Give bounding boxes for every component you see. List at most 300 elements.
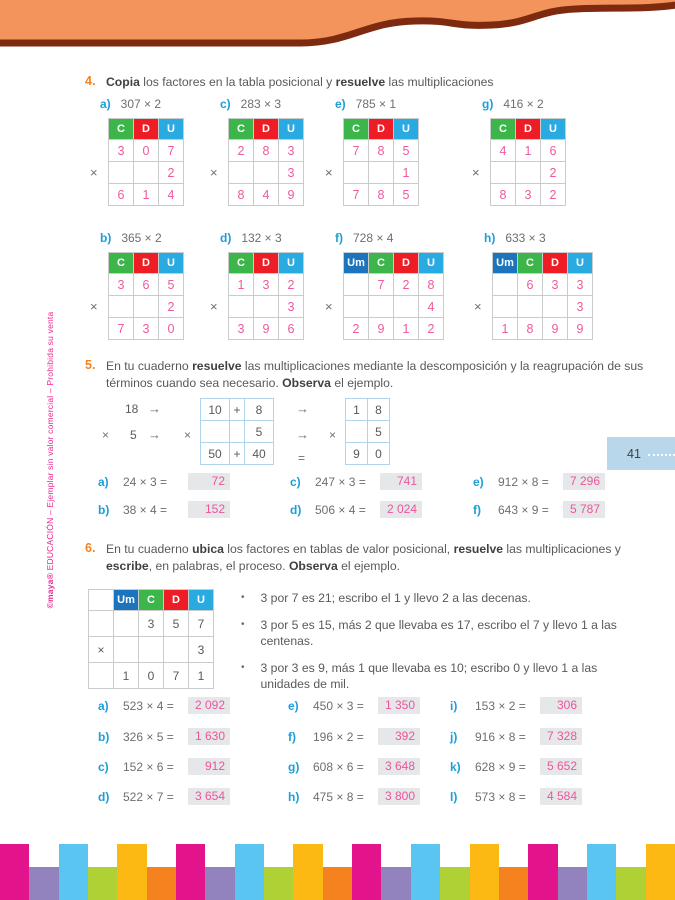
footer-color-strip	[0, 844, 675, 900]
table-cell	[114, 637, 139, 663]
table-cell: 9	[254, 318, 279, 340]
table-cell: 9	[568, 318, 593, 340]
answer-label: g)	[288, 759, 300, 774]
column-header-um: Um	[114, 590, 139, 611]
color-bar	[293, 844, 322, 900]
section6-bullets	[241, 590, 636, 703]
answer-label: i)	[450, 698, 458, 713]
answer-expression: 643 × 9 =	[498, 502, 549, 517]
arrow-icon: →	[148, 427, 161, 442]
column-header-d: D	[254, 119, 279, 140]
column-header-c: C	[229, 253, 254, 274]
table-cell	[493, 274, 518, 296]
times-sign: ×	[329, 428, 337, 442]
table-cell: 7	[369, 274, 394, 296]
table-cell: 5	[164, 611, 189, 637]
answer-label: e)	[473, 474, 484, 489]
color-bar	[147, 867, 176, 900]
column-header-c: C	[491, 119, 516, 140]
answer-box: 912	[188, 758, 230, 775]
table-cell: 7	[159, 140, 184, 162]
answer-box: 4 584	[540, 788, 582, 805]
bullet-item	[241, 617, 636, 649]
column-header-u: U	[159, 119, 184, 140]
table-cell: 1	[394, 162, 419, 184]
times-sign: ×	[90, 299, 98, 314]
answer-box: 5 787	[563, 501, 605, 518]
table-cell	[344, 296, 369, 318]
table-cell: 3	[139, 611, 164, 637]
table-cell	[89, 663, 114, 689]
answer-label: f)	[288, 729, 296, 744]
column-header-c: C	[369, 253, 394, 274]
bullet-item	[241, 590, 636, 606]
page-number-badge	[607, 437, 675, 470]
section5-instruction: En tu cuaderno resuelve las multiplicaciones mediante la descomposición y la reagrupación de sus términos cuando sea necesario. Observa el ejemplo.	[106, 359, 644, 390]
result-table	[345, 398, 390, 465]
table-cell: 2	[159, 162, 184, 184]
times-sign: ×	[90, 165, 98, 180]
answer-label: k)	[450, 759, 461, 774]
table-cell: ×	[89, 637, 114, 663]
table-cell: 5	[368, 421, 390, 443]
decomposition-table	[200, 398, 274, 465]
table-cell: +	[230, 399, 245, 421]
answer-expression: 522 × 7 =	[123, 789, 174, 804]
column-header-d: D	[134, 119, 159, 140]
positional-table	[88, 589, 214, 689]
color-bar	[440, 867, 469, 900]
answer-expression: 24 × 3 =	[123, 474, 168, 489]
table-cell	[344, 162, 369, 184]
bullet-icon: •	[241, 592, 245, 603]
color-bar	[411, 844, 440, 900]
answer-box: 3 800	[378, 788, 420, 805]
answer-label: b)	[98, 729, 110, 744]
column-header-u: U	[419, 253, 444, 274]
table-cell: 3	[543, 274, 568, 296]
color-bar	[264, 867, 293, 900]
bullet-item	[241, 660, 636, 692]
table-cell	[491, 162, 516, 184]
table-cell	[543, 296, 568, 318]
table-cell: 9	[543, 318, 568, 340]
answer-box: 3 648	[378, 758, 420, 775]
times-sign: ×	[210, 299, 218, 314]
column-header-u: U	[568, 253, 593, 274]
table-cell	[114, 611, 139, 637]
color-bar	[0, 844, 29, 900]
answer-expression: 326 × 5 =	[123, 729, 174, 744]
section6-instruction: En tu cuaderno ubica los factores en tablas de valor posicional, resuelve las multiplicaciones y escribe, en palabras, el proceso. Observa el ejemplo.	[106, 542, 621, 573]
table-cell: 40	[245, 443, 274, 465]
times-sign: ×	[472, 165, 480, 180]
table-cell: 9	[369, 318, 394, 340]
exercise-expression: 365 × 2	[121, 231, 162, 245]
answer-box: 7 328	[540, 728, 582, 745]
table-cell	[493, 296, 518, 318]
positional-table	[345, 398, 390, 465]
color-bar	[117, 844, 146, 900]
table-cell: 2	[344, 318, 369, 340]
answer-expression: 628 × 9 =	[475, 759, 526, 774]
column-header-u: U	[279, 119, 304, 140]
table-cell: 9	[279, 184, 304, 206]
column-header-c: C	[344, 119, 369, 140]
answer-expression: 153 × 2 =	[475, 698, 526, 713]
exercise-e	[325, 97, 419, 206]
table-cell	[254, 162, 279, 184]
answer-label: a)	[98, 474, 109, 489]
positional-table	[492, 252, 593, 340]
column-header-empty	[89, 590, 114, 611]
table-cell: 3	[229, 318, 254, 340]
color-bar	[59, 844, 88, 900]
table-cell: 1	[394, 318, 419, 340]
dotted-line	[648, 454, 675, 456]
copyright-sidebar	[45, 312, 55, 609]
table-cell: 1	[189, 663, 214, 689]
answer-expression: 916 × 8 =	[475, 729, 526, 744]
exercise-expression: 283 × 3	[240, 97, 282, 111]
answer-box: 152	[188, 501, 230, 518]
answer-label: j)	[450, 729, 458, 744]
section4-heading	[85, 74, 654, 91]
arrow-icon: →	[296, 401, 309, 416]
positional-table	[108, 252, 184, 340]
section5-example	[85, 398, 415, 472]
color-bar	[587, 844, 616, 900]
table-cell: 3	[516, 184, 541, 206]
answer-label: d)	[98, 789, 110, 804]
table-cell: 6	[518, 274, 543, 296]
bullet-text: 3 por 5 es 15, más 2 que llevaba es 17, escribo el 7 y llevo 1 a las centenas.	[260, 618, 617, 648]
table-cell: 1	[493, 318, 518, 340]
color-bar	[323, 867, 352, 900]
color-bar	[381, 867, 410, 900]
answer-expression: 38 × 4 =	[123, 502, 168, 517]
table-cell: 2	[279, 274, 304, 296]
answer-expression: 523 × 4 =	[123, 698, 174, 713]
table-cell	[89, 611, 114, 637]
publisher-logo-text: ©maya®	[45, 572, 55, 609]
times-sign: ×	[325, 299, 333, 314]
section5-heading	[85, 358, 654, 392]
exercise-expression: 307 × 2	[120, 97, 162, 111]
table-cell: 0	[139, 663, 164, 689]
answer-box: 741	[380, 473, 422, 490]
color-bar	[528, 844, 557, 900]
table-cell: 50	[201, 443, 230, 465]
answer-box: 2 092	[188, 697, 230, 714]
table-cell: 3	[279, 296, 304, 318]
column-header-d: D	[369, 119, 394, 140]
exercise-expression: 785 × 1	[355, 97, 397, 111]
answer-box: 1 630	[188, 728, 230, 745]
table-cell: 0	[159, 318, 184, 340]
answer-label: d)	[290, 502, 302, 517]
positional-table	[490, 118, 566, 206]
color-bar	[352, 844, 381, 900]
section5-number: 5.	[85, 358, 96, 372]
column-header-d: D	[254, 253, 279, 274]
table-cell: 2	[394, 274, 419, 296]
table-cell: 5	[394, 184, 419, 206]
answer-expression: 912 × 8 =	[498, 474, 549, 489]
table-cell: 2	[541, 184, 566, 206]
color-bar	[616, 867, 645, 900]
table-cell	[516, 162, 541, 184]
table-cell	[230, 421, 245, 443]
column-header-d: D	[394, 253, 419, 274]
answer-box: 3 654	[188, 788, 230, 805]
table-cell: 4	[254, 184, 279, 206]
color-bar	[646, 844, 675, 900]
exercise-label: c)	[220, 97, 231, 111]
answer-label: a)	[98, 698, 109, 713]
positional-table	[228, 252, 304, 340]
column-header-u: U	[189, 590, 214, 611]
table-cell: 7	[164, 663, 189, 689]
answer-label: l)	[450, 789, 458, 804]
table-cell: 0	[134, 140, 159, 162]
table-cell: 3	[279, 162, 304, 184]
exercise-a	[90, 97, 184, 206]
table-cell: 1	[229, 274, 254, 296]
answer-label: c)	[98, 759, 109, 774]
column-header-u: U	[279, 253, 304, 274]
table-cell: 7	[109, 318, 134, 340]
table-cell: 3	[189, 637, 214, 663]
arrow-icon: →	[148, 401, 161, 416]
table-cell: 0	[368, 443, 390, 465]
table-cell: 3	[254, 274, 279, 296]
color-bar	[29, 867, 58, 900]
copyright-text: EDUCACIÓN – Ejemplar sin valor comercial – Prohibida su venta	[45, 311, 55, 573]
table-cell	[369, 296, 394, 318]
table-cell: 2	[419, 318, 444, 340]
table-cell	[518, 296, 543, 318]
answer-box: 7 296	[563, 473, 605, 490]
exercise-label: b)	[100, 231, 112, 245]
table-cell: 5	[394, 140, 419, 162]
table-cell: 4	[159, 184, 184, 206]
table-cell: 8	[369, 184, 394, 206]
table-cell: 6	[134, 274, 159, 296]
page-number: 41	[627, 446, 641, 461]
table-cell: 8	[229, 184, 254, 206]
column-header-c: C	[109, 119, 134, 140]
answer-label: e)	[288, 698, 299, 713]
column-header-d: D	[516, 119, 541, 140]
table-cell: 2	[229, 140, 254, 162]
table-cell	[164, 637, 189, 663]
answer-box: 5 652	[540, 758, 582, 775]
column-header-d: D	[164, 590, 189, 611]
table-cell	[254, 296, 279, 318]
table-cell: 7	[344, 184, 369, 206]
table-cell: 10	[201, 399, 230, 421]
example-multiplier: 5	[130, 428, 137, 442]
column-header-c: C	[139, 590, 164, 611]
times-sign: ×	[102, 428, 110, 442]
section4-instruction: Copia los factores en la tabla posicional y resuelve las multiplicaciones	[106, 75, 494, 89]
answer-expression: 247 × 3 =	[315, 474, 366, 489]
table-cell: 6	[109, 184, 134, 206]
bullet-icon: •	[241, 619, 245, 630]
color-bar	[176, 844, 205, 900]
top-banner-wave	[0, 0, 675, 55]
table-cell	[134, 162, 159, 184]
table-cell: 8	[419, 274, 444, 296]
answer-label: f)	[473, 502, 481, 517]
exercise-h	[474, 231, 593, 340]
exercise-label: e)	[335, 97, 346, 111]
exercise-label: g)	[482, 97, 494, 111]
table-cell	[134, 296, 159, 318]
table-cell	[344, 274, 369, 296]
positional-table	[108, 118, 184, 206]
column-header-c: C	[229, 119, 254, 140]
arrow-icon: →	[296, 427, 309, 442]
bullet-icon: •	[241, 662, 245, 673]
column-header-c: C	[518, 253, 543, 274]
exercise-expression: 416 × 2	[503, 97, 544, 111]
table-cell: 4	[491, 140, 516, 162]
times-sign: ×	[184, 428, 192, 442]
column-header-um: Um	[344, 253, 369, 274]
exercise-c	[210, 97, 304, 206]
exercise-label: h)	[484, 231, 496, 245]
table-cell: 8	[368, 399, 390, 421]
exercise-g	[472, 97, 566, 206]
times-sign: ×	[325, 165, 333, 180]
answer-box: 72	[188, 473, 230, 490]
exercise-label: a)	[100, 97, 111, 111]
table-cell: 8	[254, 140, 279, 162]
table-cell	[346, 421, 368, 443]
table-cell: 3	[109, 274, 134, 296]
table-cell	[369, 162, 394, 184]
table-cell: 9	[346, 443, 368, 465]
table-cell	[109, 296, 134, 318]
answer-expression: 573 × 8 =	[475, 789, 526, 804]
answer-expression: 450 × 3 =	[313, 698, 364, 713]
table-cell: 8	[491, 184, 516, 206]
table-cell: 2	[541, 162, 566, 184]
answer-label: c)	[290, 474, 301, 489]
times-sign: ×	[210, 165, 218, 180]
color-bar	[88, 867, 117, 900]
table-cell: 7	[344, 140, 369, 162]
exercise-label: f)	[335, 231, 343, 245]
answer-expression: 506 × 4 =	[315, 502, 366, 517]
table-cell: 6	[279, 318, 304, 340]
table-cell: 1	[516, 140, 541, 162]
answer-box: 392	[378, 728, 420, 745]
answer-label: b)	[98, 502, 110, 517]
answer-box: 2 024	[380, 501, 422, 518]
table-cell: 5	[245, 421, 274, 443]
exercise-d	[210, 231, 304, 340]
bullet-text: 3 por 7 es 21; escribo el 1 y llevo 2 a las decenas.	[260, 591, 531, 605]
positional-table	[228, 118, 304, 206]
section4-number: 4.	[85, 74, 96, 88]
table-cell: 1	[134, 184, 159, 206]
table-cell: 8	[245, 399, 274, 421]
table-cell	[139, 637, 164, 663]
column-header-um: Um	[493, 253, 518, 274]
column-header-u: U	[394, 119, 419, 140]
table-cell: 3	[279, 140, 304, 162]
table-cell	[201, 421, 230, 443]
answer-expression: 152 × 6 =	[123, 759, 174, 774]
column-header-d: D	[543, 253, 568, 274]
column-header-c: C	[109, 253, 134, 274]
answer-expression: 196 × 2 =	[313, 729, 364, 744]
color-bar	[235, 844, 264, 900]
column-header-u: U	[159, 253, 184, 274]
banner-shape	[0, 0, 675, 43]
section6-number: 6.	[85, 541, 96, 555]
column-header-d: D	[134, 253, 159, 274]
table-cell: 3	[568, 274, 593, 296]
table-cell: 7	[189, 611, 214, 637]
bullet-text: 3 por 3 es 9, más 1 que llevaba es 10; escribo 0 y llevo 1 a las unidades de mil.	[260, 661, 598, 691]
table-cell: 8	[369, 140, 394, 162]
column-header-u: U	[541, 119, 566, 140]
table-cell: 3	[109, 140, 134, 162]
positional-table	[200, 398, 274, 465]
answer-expression: 608 × 6 =	[313, 759, 364, 774]
table-cell: +	[230, 443, 245, 465]
table-cell: 5	[159, 274, 184, 296]
example-factor: 18	[125, 402, 139, 416]
table-cell: 1	[114, 663, 139, 689]
times-sign: ×	[474, 299, 482, 314]
color-bar	[205, 867, 234, 900]
equals-sign: =	[298, 451, 306, 465]
positional-table	[343, 252, 444, 340]
answer-box: 306	[540, 697, 582, 714]
table-cell: 3	[568, 296, 593, 318]
positional-table	[343, 118, 419, 206]
exercise-f	[325, 231, 444, 340]
exercise-expression: 633 × 3	[505, 231, 546, 245]
exercise-b	[90, 231, 184, 340]
table-cell	[229, 296, 254, 318]
color-bar	[558, 867, 587, 900]
color-bar	[499, 867, 528, 900]
exercise-expression: 132 × 3	[241, 231, 282, 245]
table-cell: 8	[518, 318, 543, 340]
answer-expression: 475 × 8 =	[313, 789, 364, 804]
answer-label: h)	[288, 789, 300, 804]
table-cell	[394, 296, 419, 318]
section6-example-table	[88, 589, 214, 689]
section6-heading	[85, 541, 654, 575]
color-bar	[470, 844, 499, 900]
table-cell: 4	[419, 296, 444, 318]
table-cell: 3	[134, 318, 159, 340]
table-cell: 6	[541, 140, 566, 162]
table-cell	[109, 162, 134, 184]
exercise-label: d)	[220, 231, 232, 245]
table-cell: 2	[159, 296, 184, 318]
exercise-expression: 728 × 4	[353, 231, 394, 245]
answer-box: 1 350	[378, 697, 420, 714]
table-cell: 1	[346, 399, 368, 421]
